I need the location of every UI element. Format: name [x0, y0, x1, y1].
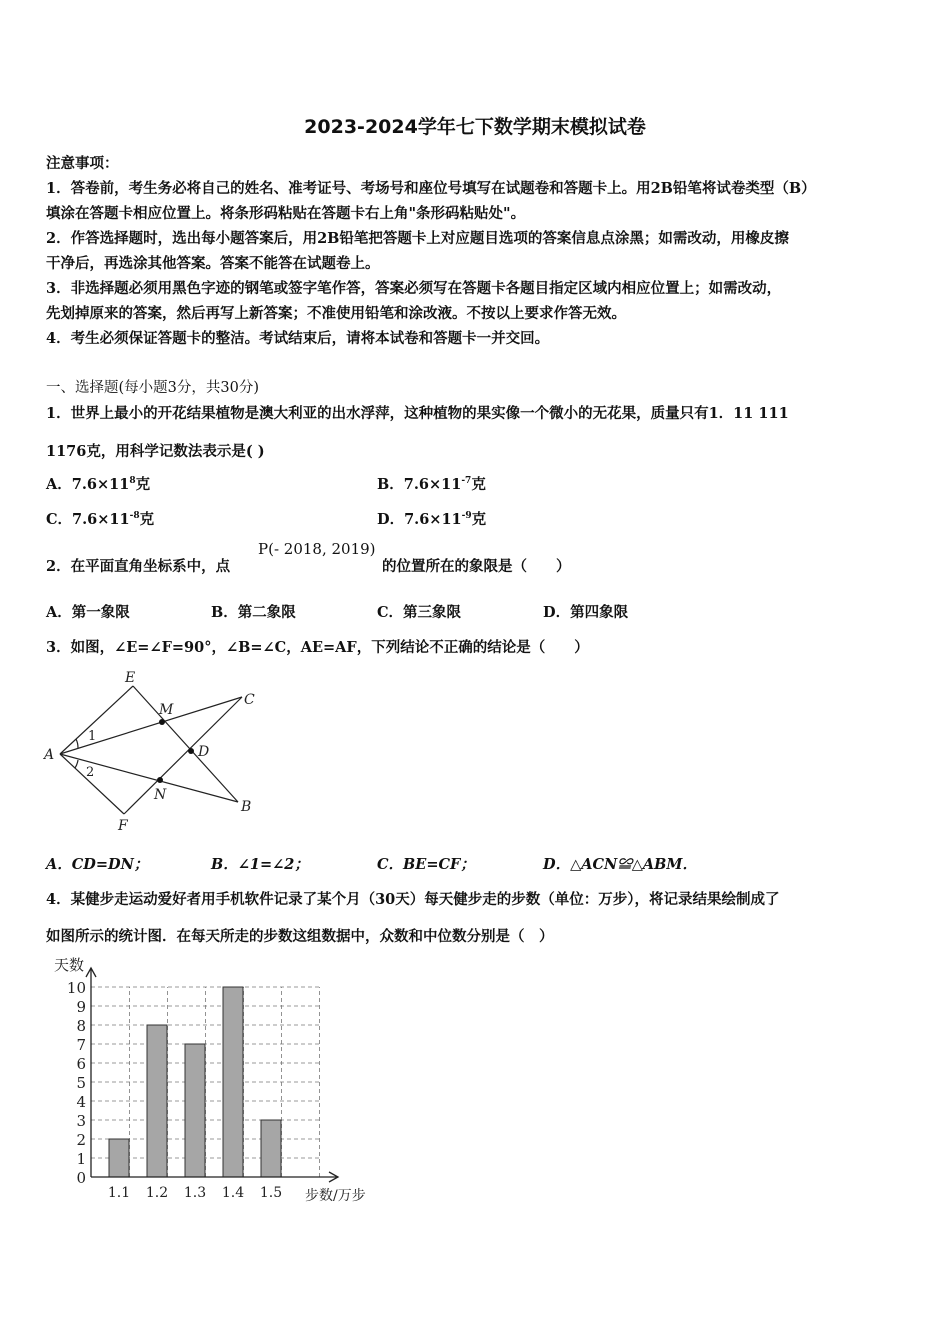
q3-option-d[interactable]: D．△ACN≌△ABM． [543, 856, 697, 873]
angle-1-arc [76, 739, 78, 748]
notice-line: 先划掉原来的答案，然后再写上新答案；不准使用铅笔和涂改液。不按以上要求作答无效。 [46, 305, 626, 322]
label-m: M [159, 702, 174, 718]
q2-option-b[interactable]: B．第二象限 [211, 604, 296, 621]
q3-option-c[interactable]: C．BE=CF； [377, 856, 475, 873]
label-angle-2: 2 [86, 765, 95, 780]
x-tick-label: 1.5 [259, 1185, 283, 1201]
q3-option-a[interactable]: A．CD=DN； [46, 856, 149, 873]
point-m [159, 719, 165, 725]
q4-stem-line1: 4．某健步走运动爱好者用手机软件记录了某个月（30天）每天健步走的步数（单位：万步），将记录结果绘制成了 [46, 891, 780, 908]
unit: 克 [139, 511, 155, 528]
label-n: N [154, 787, 167, 803]
y-tick-label: 4 [76, 1093, 86, 1111]
option-text: B．7.6×11 [377, 476, 462, 493]
exponent: -9 [461, 511, 472, 521]
x-tick-label: 1.4 [221, 1185, 245, 1201]
q3-geometry-figure [40, 668, 280, 838]
y-tick-label: 10 [66, 979, 86, 997]
label-d: D [198, 744, 210, 760]
notice-heading: 注意事项： [46, 155, 119, 172]
q4-stem-line2: 如图所示的统计图．在每天所走的步数这组数据中，众数和中位数分别是（ ） [46, 928, 554, 945]
section-heading: 一、选择题(每小题3分，共30分) [46, 380, 259, 396]
exponent: -7 [461, 476, 472, 486]
q4-bar-chart [40, 950, 400, 1210]
y-tick-label: 1 [76, 1150, 86, 1168]
q2-option-c[interactable]: C．第三象限 [377, 604, 462, 621]
bar-1.3 [185, 1044, 205, 1177]
q2-point: P(- 2018, 2019) [258, 540, 376, 558]
y-tick-label: 0 [76, 1169, 86, 1187]
x-tick-label: 1.1 [107, 1185, 131, 1201]
y-tick-label: 7 [76, 1036, 86, 1054]
unit: 克 [471, 511, 487, 528]
label-a: A [44, 747, 55, 763]
notice-line: 3．非选择题必须用黑色字迹的钢笔或签字笔作答，答案必须写在答题卡各题目指定区域内相应位置上；如需改动， [46, 280, 782, 297]
label-e: E [125, 670, 136, 686]
q3-option-b[interactable]: B．∠1=∠2； [211, 856, 309, 873]
q1-option-d[interactable] [377, 508, 486, 529]
q1-option-b[interactable] [377, 473, 486, 494]
label-b: B [241, 799, 252, 815]
point-n [157, 777, 163, 783]
q2-option-a[interactable]: A．第一象限 [46, 604, 130, 621]
option-text: D．7.6×11 [377, 511, 462, 528]
unit: 克 [471, 476, 486, 493]
page-title: 2023-2024学年七下数学期末模拟试卷 [304, 116, 646, 138]
segment-ae [60, 686, 133, 754]
angle-2-arc [75, 760, 78, 768]
q2-stem-prefix: 2．在平面直角坐标系中，点 [46, 558, 231, 575]
label-c: C [244, 692, 255, 708]
exponent: 8 [129, 476, 136, 486]
y-tick-label: 5 [76, 1074, 86, 1092]
segment-fc [124, 697, 242, 814]
x-tick-label: 1.2 [145, 1185, 169, 1201]
bar-1.1 [109, 1139, 129, 1177]
q2-option-d[interactable]: D．第四象限 [543, 604, 629, 621]
notice-line: 2．作答选择题时，选出每小题答案后，用2B铅笔把答题卡上对应题目选项的答案信息点涂黑；如需改动，用橡皮擦 [46, 230, 789, 247]
point-d [188, 748, 194, 754]
q3-stem: 3．如图，∠E=∠F=90°，∠B=∠C，AE=AF，下列结论不正确的结论是（ ） [46, 639, 589, 656]
y-axis-label: 天数 [54, 956, 85, 974]
q2-stem-suffix: 的位置所在的象限是（ ） [382, 558, 571, 575]
y-tick-label: 3 [76, 1112, 86, 1130]
unit: 克 [135, 476, 151, 493]
label-angle-1: 1 [88, 729, 97, 744]
exponent: -8 [129, 511, 140, 521]
y-tick-label: 9 [76, 998, 86, 1016]
notice-line: 干净后，再选涂其他答案。答案不能答在试题卷上。 [46, 255, 380, 272]
q1-option-c[interactable] [46, 508, 154, 529]
y-tick-label: 6 [76, 1055, 86, 1073]
bar-1.5 [261, 1120, 281, 1177]
notice-line: 1．答卷前，考生务必将自己的姓名、准考证号、考场号和座位号填写在试题卷和答题卡上。用2B铅笔将试卷类型（B） [46, 180, 816, 197]
option-text: A．7.6×11 [46, 476, 130, 493]
x-tick-label: 1.3 [183, 1185, 207, 1201]
y-tick-label: 2 [76, 1131, 86, 1149]
x-axis-label: 步数/万步 [305, 1188, 366, 1204]
notice-line: 4．考生必须保证答题卡的整洁。考试结束后，请将本试卷和答题卡一并交回。 [46, 330, 550, 347]
q1-stem-line2: 1176克，用科学记数法表示是( ) [46, 443, 265, 460]
y-tick-label: 8 [76, 1017, 86, 1035]
bar-1.2 [147, 1025, 167, 1177]
bar-1.4 [223, 987, 243, 1177]
option-text: C．7.6×11 [46, 511, 130, 528]
notice-line: 填涂在答题卡相应位置上。将条形码粘贴在答题卡右上角"条形码粘贴处"。 [46, 205, 526, 222]
label-f: F [118, 818, 128, 834]
q1-stem-line1: 1．世界上最小的开花结果植物是澳大利亚的出水浮萍，这种植物的果实像一个微小的无花果，质量只有1．11 111 [46, 405, 789, 422]
q1-option-a[interactable] [46, 473, 150, 494]
